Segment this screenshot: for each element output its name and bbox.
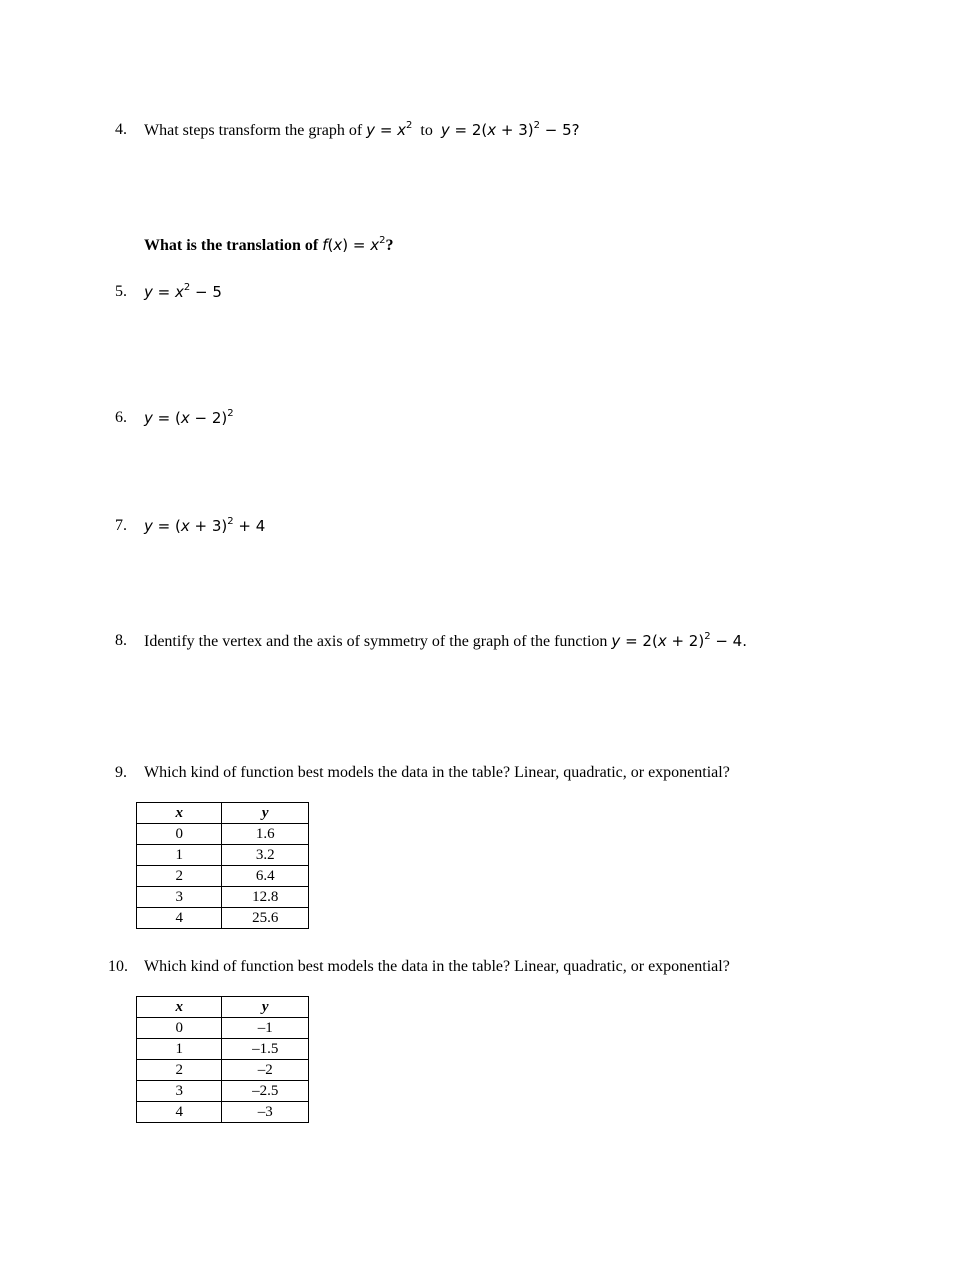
- question-8-equation: $y = 2(x + 2)^2 - 4$.: [611, 631, 747, 650]
- question-8-text: Identify the vertex and the axis of symmetry of the graph of the function: [144, 633, 608, 650]
- table-row: [137, 1018, 309, 1039]
- table-cell: 3.2: [222, 845, 309, 866]
- translation-heading: [144, 235, 394, 256]
- question-4-equation-1: $y = x^2$: [366, 120, 413, 139]
- question-4: [144, 120, 580, 141]
- question-10-text: Which kind of function best models the data in the table? Linear, quadratic, or exponential?: [144, 958, 730, 975]
- table-row: [137, 824, 309, 845]
- question-6-equation: $y = (x - 2)^2$: [144, 408, 234, 427]
- question-4-equation-2: $y = 2(x + 3)^2 - 5$?: [440, 120, 580, 139]
- table-cell: 25.6: [222, 908, 309, 929]
- question-9-text: Which kind of function best models the data in the table? Linear, quadratic, or exponential?: [144, 764, 730, 781]
- table-row: [137, 1060, 309, 1081]
- table-header-x: x: [137, 997, 222, 1018]
- table-row: [137, 887, 309, 908]
- table-cell: 6.4: [222, 866, 309, 887]
- table-row: [137, 1102, 309, 1123]
- question-9-table: [136, 802, 309, 929]
- table-header-y: y: [222, 997, 309, 1018]
- table-cell: 3: [137, 887, 222, 908]
- question-7-equation: $y = (x + 3)^2 + 4$: [144, 516, 266, 535]
- table-cell: –2.5: [222, 1081, 309, 1102]
- table-cell: –2: [222, 1060, 309, 1081]
- table-header-row: [137, 803, 309, 824]
- question-5-equation: $y = x^2 - 5$: [144, 282, 222, 301]
- table-header-y: y: [222, 803, 309, 824]
- table-cell: –1: [222, 1018, 309, 1039]
- table-cell: 1.6: [222, 824, 309, 845]
- table-cell: 12.8: [222, 887, 309, 908]
- table-cell: 4: [137, 1102, 222, 1123]
- table-cell: 1: [137, 845, 222, 866]
- table-cell: 1: [137, 1039, 222, 1060]
- translation-heading-function: $f(x) = x^2$: [322, 235, 386, 254]
- question-4-text: What steps transform the graph of: [144, 122, 363, 139]
- table-row: [137, 866, 309, 887]
- translation-heading-text: What is the translation of: [144, 237, 319, 254]
- question-5-number: 5.: [115, 283, 127, 300]
- table-cell: 4: [137, 908, 222, 929]
- table-row: [137, 845, 309, 866]
- question-7-number: 7.: [115, 517, 127, 534]
- table-header-x: x: [137, 803, 222, 824]
- table-row: [137, 1039, 309, 1060]
- table-cell: –1.5: [222, 1039, 309, 1060]
- table-header-row: [137, 997, 309, 1018]
- question-8: [144, 631, 747, 652]
- question-9-number: 9.: [115, 764, 127, 781]
- table-row: [137, 1081, 309, 1102]
- translation-heading-qmark: ?: [385, 237, 394, 254]
- question-10-table: [136, 996, 309, 1123]
- question-10-number: 10.: [108, 958, 128, 975]
- question-4-connector: to: [420, 122, 433, 139]
- question-4-number: 4.: [115, 121, 127, 138]
- table-cell: 2: [137, 1060, 222, 1081]
- table-cell: 3: [137, 1081, 222, 1102]
- table-cell: –3: [222, 1102, 309, 1123]
- table-row: [137, 908, 309, 929]
- table-cell: 0: [137, 824, 222, 845]
- question-8-number: 8.: [115, 632, 127, 649]
- question-6-number: 6.: [115, 409, 127, 426]
- table-cell: 2: [137, 866, 222, 887]
- table-cell: 0: [137, 1018, 222, 1039]
